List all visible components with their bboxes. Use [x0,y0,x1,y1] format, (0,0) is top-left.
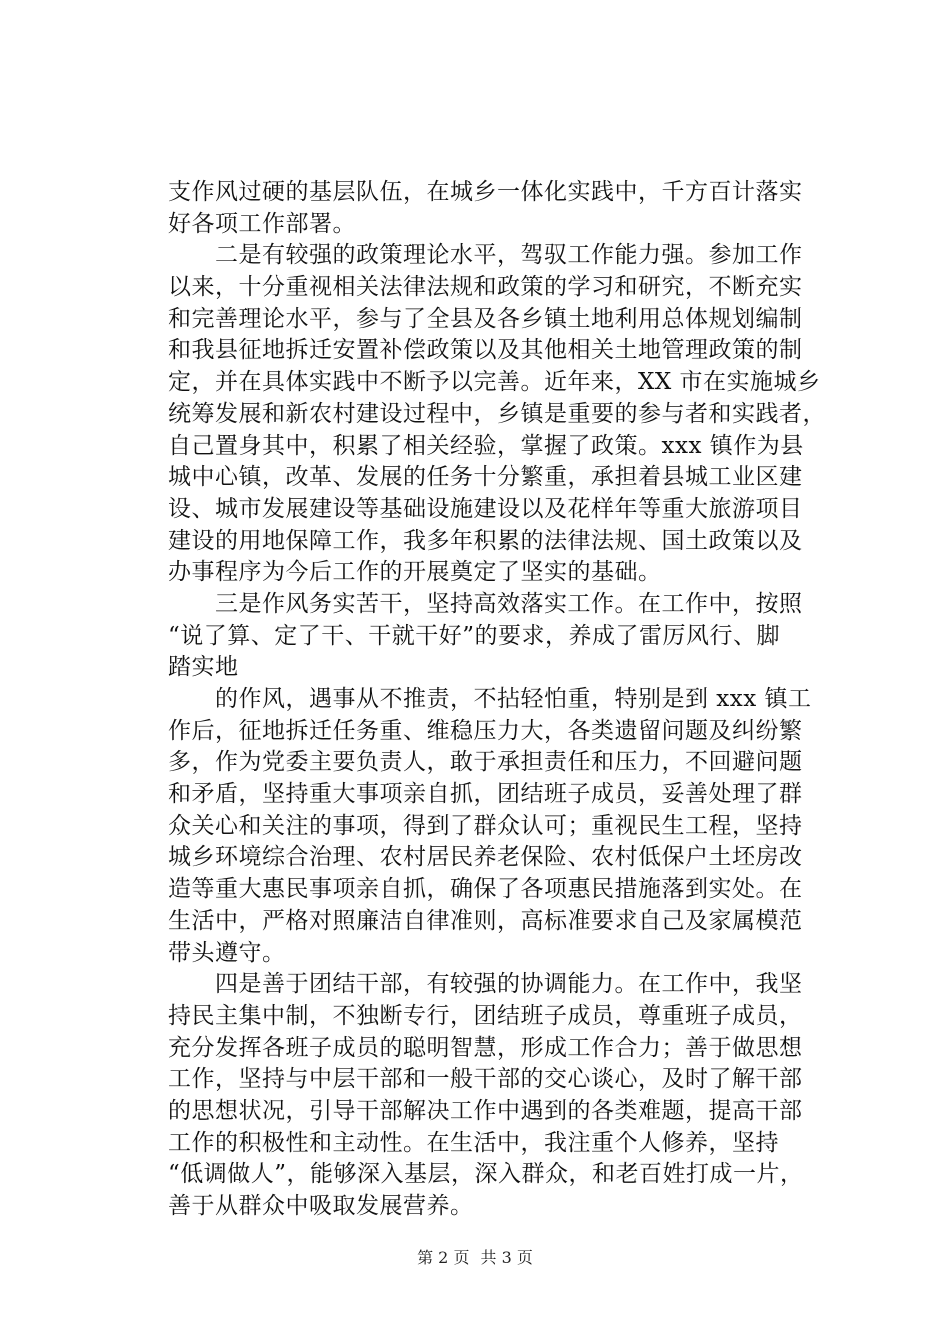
text-line: 充分发挥各班子成员的聪明智慧，形成工作合力；善于做思想 [168,1034,803,1061]
text-line: 城乡环境综合治理、农村居民养老保险、农村低保户土坯房改 [168,844,803,871]
text-line: 造等重大惠民事项亲自抓，确保了各项惠民措施落到实处。在 [168,876,803,903]
text-line: 定，并在具体实践中不断予以完善。近年来，XX 市在实施城乡 [168,369,821,396]
text-line: 二是有较强的政策理论水平，驾驭工作能力强。参加工作 [215,242,803,269]
text-line: 好各项工作部署。 [168,210,356,237]
document-body [168,177,868,1223]
text-line: 统筹发展和新农村建设过程中，乡镇是重要的参与者和实践者， [168,400,826,427]
text-line: 城中心镇，改革、发展的任务十分繁重，承担着县城工业区建 [168,464,803,491]
text-line: 和完善理论水平，参与了全县及各乡镇土地利用总体规划编制 [168,305,803,332]
text-line: 作后，征地拆迁任务重、维稳压力大，各类遗留问题及纠纷繁 [168,717,803,744]
text-line: “低调做人”，能够深入基层，深入群众，和老百姓打成一片， [168,1161,804,1188]
text-line: 众关心和关注的事项，得到了群众认可；重视民生工程，坚持 [168,812,803,839]
text-line: 的作风，遇事从不推责，不拈轻怕重，特别是到 xxx 镇工 [215,686,812,712]
text-line: 工作，坚持与中层干部和一般干部的交心谈心，及时了解干部 [168,1066,803,1093]
text-line: 建设的用地保障工作，我多年积累的法律法规、国土政策以及 [168,527,803,554]
text-line: 带头遵守。 [168,939,286,966]
text-line: 工作的积极性和主动性。在生活中，我注重个人修养，坚持 [168,1129,779,1156]
text-line: 多，作为党委主要负责人，敢于承担责任和压力，不回避问题 [168,749,803,776]
text-line: 生活中，严格对照廉洁自律准则，高标准要求自己及家属模范 [168,907,803,934]
text-line: 三是作风务实苦干，坚持高效落实工作。在工作中，按照 [215,590,803,617]
text-line: 四是善于团结干部，有较强的协调能力。在工作中，我坚 [215,971,803,998]
text-line: 设、城市发展建设等基础设施建设以及花样年等重大旅游项目 [168,495,803,522]
page-footer [0,1245,950,1268]
text-line: 办事程序为今后工作的开展奠定了坚实的基础。 [168,559,662,586]
text-line: 踏实地 [168,654,239,681]
text-line: 持民主集中制，不独断专行，团结班子成员，尊重班子成员， [168,1002,803,1029]
page-total: 共 3 页 [480,1248,533,1267]
text-line: 和矛盾，坚持重大事项亲自抓，团结班子成员，妥善处理了群 [168,781,803,808]
text-line: 善于从群众中吸取发展营养。 [168,1193,474,1219]
text-line: 支作风过硬的基层队伍，在城乡一体化实践中，千方百计落实 [168,179,803,205]
text-line: 自己置身其中，积累了相关经验，掌握了政策。xxx 镇作为县 [168,432,804,459]
page-number: 第 2 页 [417,1248,470,1267]
text-line: 和我县征地拆迁安置补偿政策以及其他相关土地管理政策的制 [168,337,803,364]
text-line: 的思想状况，引导干部解决工作中遇到的各类难题，提高干部 [168,1097,803,1124]
text-line: “说了算、定了干、干就干好”的要求，养成了雷厉风行、脚 [168,622,781,649]
text-line: 以来，十分重视相关法律法规和政策的学习和研究，不断充实 [168,274,803,301]
